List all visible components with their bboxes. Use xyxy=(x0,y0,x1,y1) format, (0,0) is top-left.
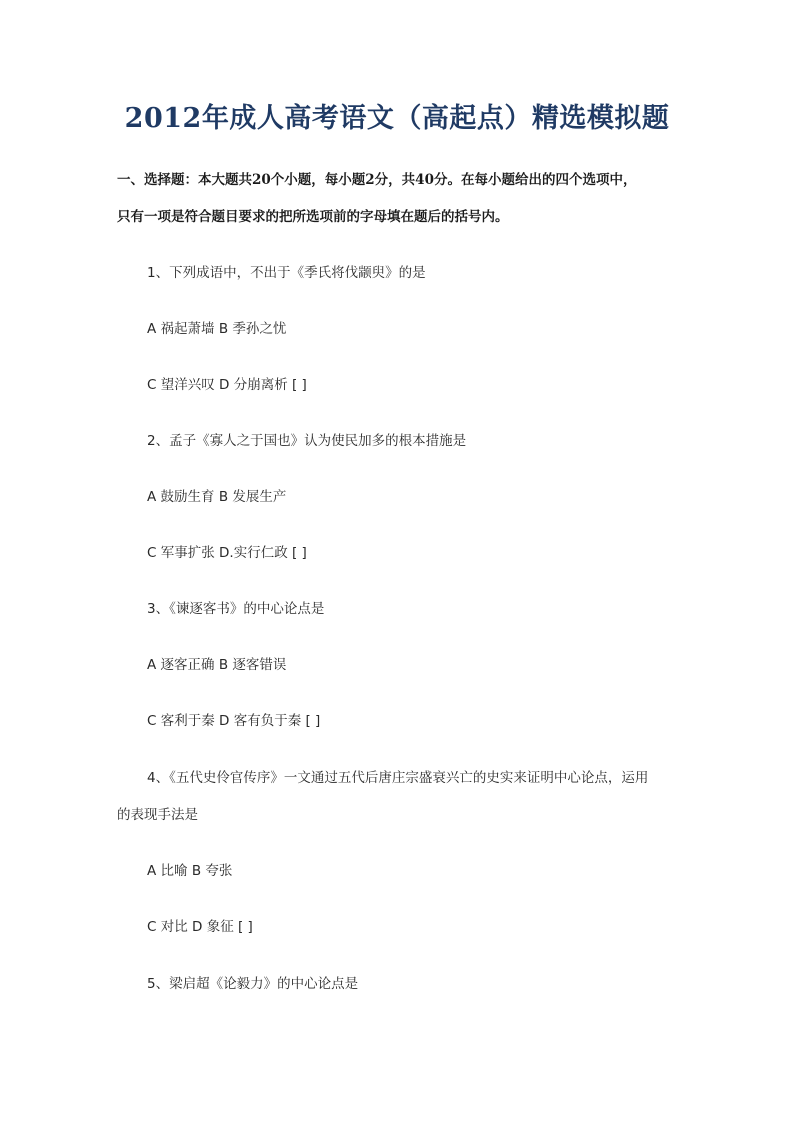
question-3-options-ab: A 逐客正确 B 逐客错误 xyxy=(147,657,287,673)
question-4-options-ab: A 比喻 B 夸张 xyxy=(147,863,233,879)
question-5-stem: 5、梁启超《论毅力》的中心论点是 xyxy=(147,976,359,992)
question-1-stem: 1、下列成语中，不出于《季氏将伐颛臾》的是 xyxy=(147,265,426,281)
question-4-options-cd: C 对比 D 象征 [ ] xyxy=(147,919,253,935)
instructions-line-2: 只有一项是符合题目要求的把所选项前的字母填在题后的括号内。 xyxy=(117,209,509,225)
question-2-stem: 2、孟子《寡人之于国也》认为使民加多的根本措施是 xyxy=(147,433,467,449)
question-3-stem: 3、《谏逐客书》的中心论点是 xyxy=(147,601,325,617)
instructions-line-1: 一、选择题：本大题共20个小题，每小题2分，共40分。在每小题给出的四个选项中， xyxy=(117,172,637,188)
question-1-options-cd: C 望洋兴叹 D 分崩离析 [ ] xyxy=(147,377,307,393)
question-3-options-cd: C 客利于秦 D 客有负于秦 [ ] xyxy=(147,713,321,729)
question-4-stem: 4、《五代史伶官传序》一文通过五代后唐庄宗盛衰兴亡的史实来证明中心论点，运用 xyxy=(147,770,649,786)
question-2-options-ab: A 鼓励生育 B 发展生产 xyxy=(147,489,287,505)
question-4-stem-continued: 的表现手法是 xyxy=(117,807,198,823)
question-1-options-ab: A 祸起萧墙 B 季孙之忧 xyxy=(147,321,287,337)
page-title: 2012年成人高考语文（高起点）精选模拟题 xyxy=(124,103,670,134)
question-2-options-cd: C 军事扩张 D.实行仁政 [ ] xyxy=(147,545,307,561)
